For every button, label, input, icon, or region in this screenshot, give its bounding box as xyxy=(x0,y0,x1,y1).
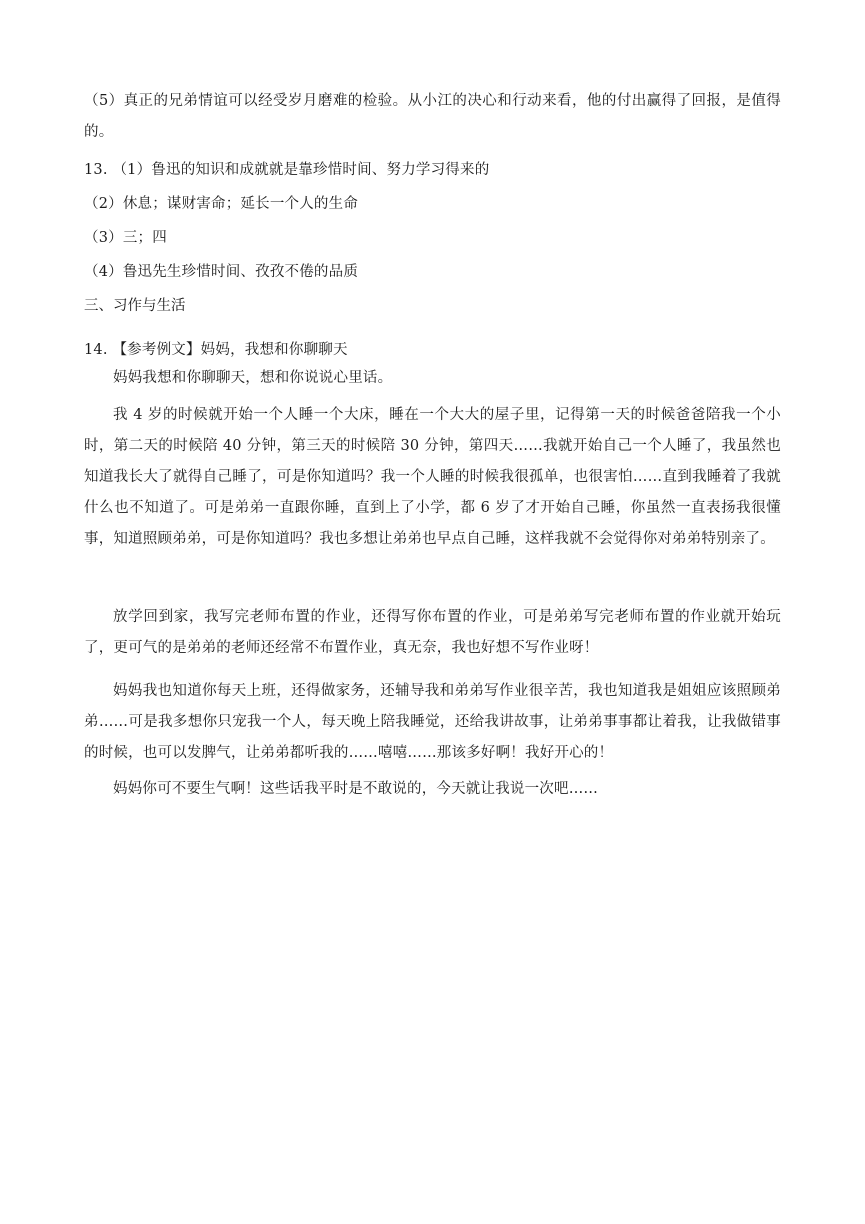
answer-13-4: （4）鲁迅先生珍惜时间、孜孜不倦的品质 xyxy=(84,264,359,280)
answer-13-3: （3）三；四 xyxy=(84,230,167,246)
essay-header: 14. 【参考例文】妈妈，我想和你聊聊天 xyxy=(84,342,348,358)
essay-paragraph-1: 妈妈我想和你聊聊天，想和你说说心里话。 xyxy=(113,370,393,386)
section-title: 三、习作与生活 xyxy=(84,298,186,314)
essay-paragraph-5: 妈妈你可不要生气啊！这些话我平时是不敢说的，今天就让我说一次吧…… xyxy=(113,781,599,797)
essay-paragraph-2: 我 4 岁的时候就开始一个人睡一个大床，睡在一个大大的屋子里，记得第一天的时候爸爸陪我一个小时，第二天的时候陪 40 分钟，第三天的时候陪 30 分钟，第四天……我就开始自己一个人睡了，我虽然也知道我长大了就得自己睡了，可是你知道吗？我一个人睡的时候我很孤单，也很害怕……直到我睡着了我就什么也不知道了。可是弟弟一直跟你睡，直到上了小学，都 6 岁了才开始自己睡，你虽然一直表扬我很懂事，知道照顾弟弟，可是你知道吗？我也多想让弟弟也早点自己睡，这样我就不会觉得你对弟弟特别亲了。 xyxy=(84,407,781,547)
answer-12-5: （5）真正的兄弟情谊可以经受岁月磨难的检验。从小江的决心和行动来看，他的付出赢得了回报，是值得的。 xyxy=(84,93,781,140)
essay-paragraph-4: 妈妈我也知道你每天上班，还得做家务，还辅导我和弟弟写作业很辛苦，我也知道我是姐姐应该照顾弟弟……可是我多想你只宠我一个人，每天晚上陪我睡觉，还给我讲故事，让弟弟事事都让着我，让我做错事的时候，也可以发脾气，让弟弟都听我的……嘻嘻……那该多好啊！我好开心的！ xyxy=(84,683,781,761)
essay-paragraph-3: 放学回到家，我写完老师布置的作业，还得写你布置的作业，可是弟弟写完老师布置的作业就开始玩了，更可气的是弟弟的老师还经常不布置作业，真无奈，我也好想不写作业呀！ xyxy=(84,609,781,656)
answer-13-1: 13. （1）鲁迅的知识和成就就是靠珍惜时间、努力学习得来的 xyxy=(84,162,490,178)
answer-13-2: （2）休息；谋财害命；延长一个人的生命 xyxy=(84,196,359,212)
